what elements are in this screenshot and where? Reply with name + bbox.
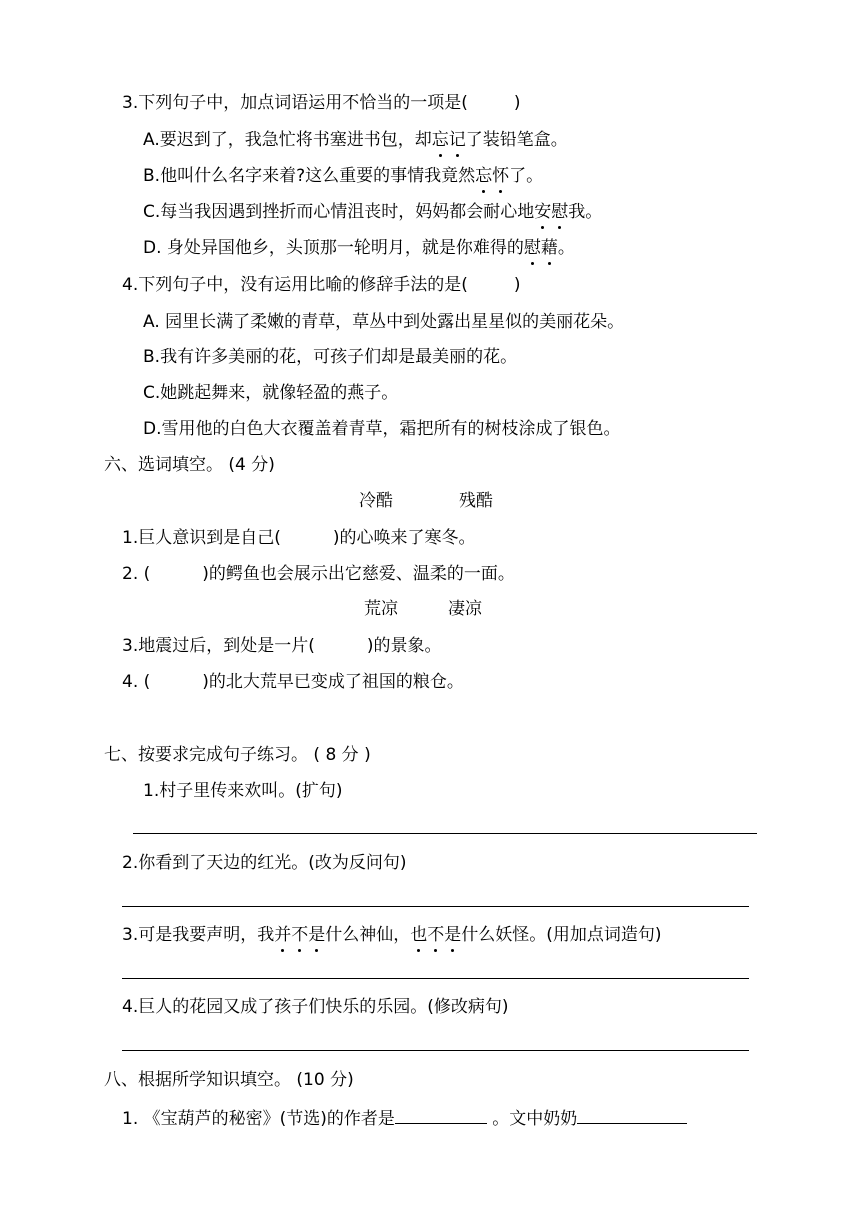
section6-title: 六、选词填空。 (4 分) (104, 455, 275, 475)
answer-line-2[interactable] (122, 906, 749, 907)
q3-option-c: C.每当我因遇到挫折而心情沮丧时，妈妈都会耐心地安慰我。 (143, 202, 603, 222)
s8-item-1: 1. 《宝葫芦的秘密》(节选)的作者是 。文中奶奶 (122, 1105, 687, 1130)
s7-item-3: 3.可是我要声明，我并不是什么神仙，也不是什么妖怪。(用加点词造句) (122, 925, 662, 945)
q3-option-d: D. 身处异国他乡，头顶那一轮明月，就是你难得的慰藉。 (143, 238, 575, 258)
q4-option-a: A. 园里长满了柔嫩的青草，草丛中到处露出星星似的美丽花朵。 (143, 312, 625, 332)
q3-option-b: B.他叫什么名字来着?这么重要的事情我竟然忘怀了。 (143, 166, 544, 186)
word-choice-2: 荒凉 凄凉 (364, 599, 482, 619)
q3-option-a: A.要迟到了，我急忙将书塞进书包，却忘记了装铅笔盒。 (143, 130, 568, 150)
s7-item-2: 2.你看到了天边的红光。(改为反问句) (122, 853, 407, 873)
section8-title: 八、根据所学知识填空。 (10 分) (104, 1070, 354, 1090)
q4-option-c: C.她跳起舞来，就像轻盈的燕子。 (143, 383, 399, 403)
grandma-blank[interactable] (577, 1105, 687, 1124)
answer-line-3[interactable] (122, 978, 749, 979)
q4-stem: 4.下列句子中，没有运用比喻的修辞手法的是( ) (122, 275, 521, 295)
s6-item-4: 4. ( )的北大荒早已变成了祖国的粮仓。 (122, 672, 464, 692)
answer-line-4[interactable] (122, 1050, 749, 1051)
q4-option-b: B.我有许多美丽的花，可孩子们却是最美丽的花。 (143, 347, 518, 367)
s6-item-2: 2. ( )的鳄鱼也会展示出它慈爱、温柔的一面。 (122, 564, 515, 584)
s7-item-1: 1.村子里传来欢叫。(扩句) (143, 781, 343, 801)
s6-item-3: 3.地震过后，到处是一片( )的景象。 (122, 636, 442, 656)
s6-item-1: 1.巨人意识到是自己( )的心唤来了寒冬。 (122, 528, 476, 548)
author-blank[interactable] (395, 1105, 487, 1124)
section7-title: 七、按要求完成句子练习。 ( 8 分 ) (104, 745, 371, 765)
answer-line-1[interactable] (133, 833, 757, 834)
q4-option-d: D.雪用他的白色大衣覆盖着青草，霜把所有的树枝涂成了银色。 (143, 419, 621, 439)
word-choice-1: 冷酷 残酷 (359, 491, 493, 511)
s7-item-4: 4.巨人的花园又成了孩子们快乐的乐园。(修改病句) (122, 997, 509, 1017)
q3-stem: 3.下列句子中，加点词语运用不恰当的一项是( ) (122, 93, 521, 113)
